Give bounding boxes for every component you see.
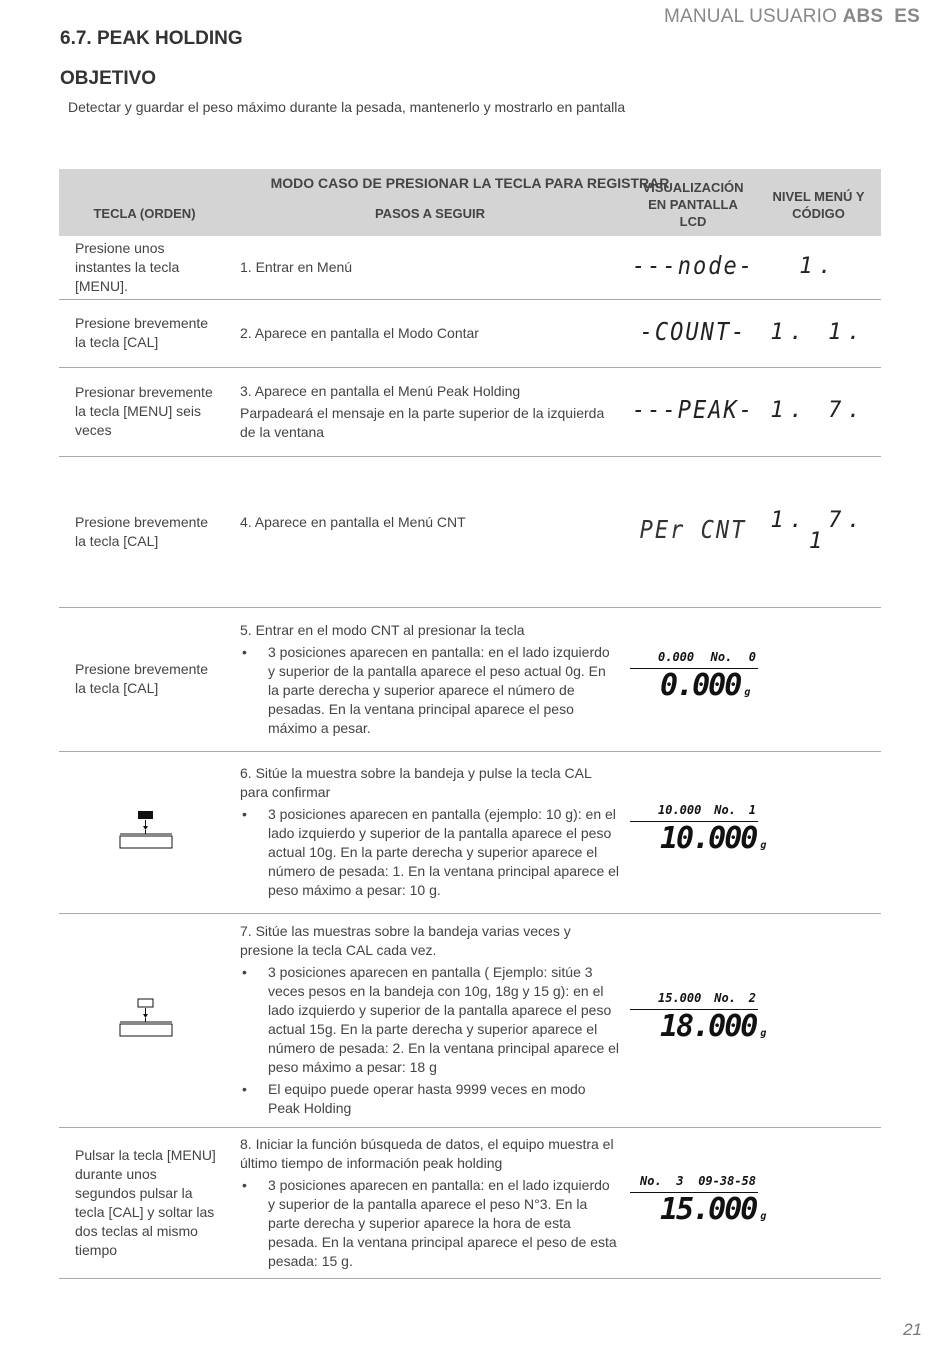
key-cell: Pulsar la tecla [MENU] durante unos segundos pulsar la tecla [CAL] y soltar las dos teclas al mismo tiempo <box>59 1127 230 1278</box>
lcd-display <box>630 801 767 863</box>
language-label: ES <box>894 6 920 27</box>
mode-header: MODO CASO DE PRESIONAR LA TECLA PARA REGISTRAR <box>270 175 670 191</box>
level-cell <box>756 751 881 913</box>
lcd-display <box>630 989 767 1051</box>
lcd-cell <box>630 607 756 751</box>
key-cell <box>59 913 230 1127</box>
objective-text: Detectar y guardar el peso máximo durante la pesada, mantenerlo y mostrarlo en pantalla <box>68 99 626 115</box>
table-row <box>59 236 881 299</box>
lcd-cell <box>630 751 767 913</box>
lcd-display <box>630 648 758 710</box>
header-level: NIVEL MENÚ Y CÓDIGO <box>756 177 881 236</box>
procedure-table <box>59 169 881 1279</box>
disp-top-right: 09-38-58 <box>698 1173 756 1188</box>
step-cell: 2. Aparece en pantalla el Modo Contar <box>230 299 630 367</box>
section-title: 6.7. PEAK HOLDING <box>60 28 243 49</box>
header-key: TECLA (ORDEN) <box>59 169 230 236</box>
header-steps: PASOS A SEGUIR <box>230 177 630 236</box>
disp-main: 10.000 <box>660 821 757 856</box>
bullet-item: • 3 posiciones aparecen en pantalla: en el lado izquierdo y superior de la pantalla aparece el peso N°3. En la parte derecha y superior aparece la hora de esta pesada. En la ventana principal aparece el peso de esta pesada: 15 g. <box>240 1176 620 1271</box>
level-cell <box>756 367 881 456</box>
key-cell: Presione unos instantes la tecla [MENU]. <box>59 236 230 299</box>
bullet-item: • El equipo puede operar hasta 9999 veces en modo Peak Holding <box>240 1080 620 1118</box>
lcd-text: -COUNT- <box>639 317 747 347</box>
key-cell: Presione brevemente la tecla [CAL] <box>59 607 230 751</box>
step-cell <box>230 913 630 1127</box>
level-cell <box>756 236 881 299</box>
disp-top-mid: No. <box>714 991 736 1005</box>
lcd-text: ---PEAK- <box>632 396 754 425</box>
multiple-weights-icon <box>118 996 174 1040</box>
step-text: 3. Aparece en pantalla el Menú Peak Holding <box>240 382 521 399</box>
level-code: 1. 7. <box>770 398 867 423</box>
disp-top-right: 0 <box>748 650 756 664</box>
step-cell: 1. Entrar en Menú <box>230 236 630 299</box>
step-text: 5. Entrar en el modo CNT al presionar la tecla <box>240 621 525 638</box>
objective-title: OBJETIVO <box>60 68 157 89</box>
bullet-item: • 3 posiciones aparecen en pantalla (ejemplo: 10 g): en el lado izquierdo y superior de la pantalla aparece el peso actual 10g. En la parte derecha y superior aparece el número de pesada: 1. En la ventana principal aparece el peso máximo a pesar: 10 g. <box>240 805 620 900</box>
disp-top-mid: No. <box>710 650 733 664</box>
disp-main: 18.000 <box>660 1009 757 1044</box>
level-code: 1. 1. <box>770 319 867 345</box>
key-cell: Presione brevemente la tecla [CAL] <box>59 299 230 367</box>
table-row <box>59 607 881 751</box>
brand-label: ABS <box>842 6 884 27</box>
key-cell: Presionar brevemente la tecla [MENU] seis veces <box>59 367 230 456</box>
step-cell: 4. Aparece en pantalla el Menú CNT <box>230 456 630 607</box>
table-row <box>59 456 881 607</box>
level-cell <box>756 913 881 1127</box>
step-cell <box>230 367 630 456</box>
level-cell <box>756 1127 881 1278</box>
key-cell: Presione brevemente la tecla [CAL] <box>59 456 230 607</box>
step-note: Parpadeará el mensaje en la parte superior de la izquierda de la ventana <box>240 404 605 440</box>
table-row <box>59 913 881 1127</box>
disp-unit: g <box>760 1210 767 1222</box>
disp-top-mid: 3 <box>676 1173 684 1188</box>
step-text: 7. Sitúe las muestras sobre la bandeja varias veces y presione la tecla CAL cada vez. <box>240 923 571 958</box>
manual-label: MANUAL USUARIO <box>663 6 838 27</box>
bullet-item: • 3 posiciones aparecen en pantalla ( Ejemplo: sitúe 3 veces pesos en la bandeja con 10g, 18g y 15 g): en el lado izquierdo y superior de la pantalla aparece el peso actual 15g. En la parte derecha y superior aparece el número de pesada: 2. En la ventana principal aparece el peso máximo a pesar: 18 g <box>240 963 620 1077</box>
level-cell <box>756 607 881 751</box>
disp-top-mid: No. <box>714 803 736 817</box>
lcd-display <box>630 1172 767 1234</box>
lcd-text: PEr CNT <box>639 516 747 545</box>
step-cell <box>230 1127 630 1278</box>
step-cell <box>230 607 630 751</box>
page-number: 21 <box>903 1320 922 1339</box>
disp-main: 0.000 <box>660 668 741 703</box>
disp-main: 15.000 <box>660 1191 757 1227</box>
lcd-cell <box>630 1127 767 1278</box>
level-code: 1. 7. 1 <box>770 507 867 554</box>
step-cell <box>230 751 630 913</box>
disp-unit: g <box>760 840 767 851</box>
disp-top-right: 1 <box>748 803 756 817</box>
key-cell <box>59 751 230 913</box>
table-row <box>59 1127 881 1278</box>
step-text: 6. Sitúe la muestra sobre la bandeja y pulse la tecla CAL para confirmar <box>240 765 592 800</box>
level-code: 1. <box>799 253 838 279</box>
bullet-item: • 3 posiciones aparecen en pantalla: en el lado izquierdo y superior de la pantalla aparece el peso actual 0g. En la parte derecha y superior aparece el número de pesadas. En la ventana principal aparece el peso máximo a pesar. <box>240 643 620 738</box>
level-cell <box>756 299 881 367</box>
disp-top-left: No. <box>640 1173 662 1188</box>
lcd-text: ---node- <box>632 251 754 281</box>
weight-on-pan-icon <box>118 808 174 852</box>
disp-top-right: 2 <box>748 991 756 1005</box>
disp-unit: g <box>760 1028 767 1039</box>
lcd-cell <box>630 367 756 456</box>
lcd-cell <box>630 299 756 367</box>
table-row <box>59 367 881 456</box>
header-lcd: VISUALIZACIÓN EN PANTALLA LCD <box>630 177 756 236</box>
running-header <box>664 6 920 28</box>
step-text: 8. Iniciar la función búsqueda de datos, el equipo muestra el último tiempo de información peak holding <box>240 1135 614 1171</box>
level-cell <box>756 456 881 607</box>
disp-top-left: 15.000 <box>658 991 702 1005</box>
lcd-cell <box>630 236 756 299</box>
table-row <box>59 299 881 367</box>
table-row <box>59 751 881 913</box>
lcd-cell <box>630 456 756 607</box>
lcd-cell <box>630 913 767 1127</box>
disp-unit: g <box>744 687 751 698</box>
disp-top-left: 0.000 <box>658 650 695 664</box>
disp-top-left: 10.000 <box>658 803 702 817</box>
